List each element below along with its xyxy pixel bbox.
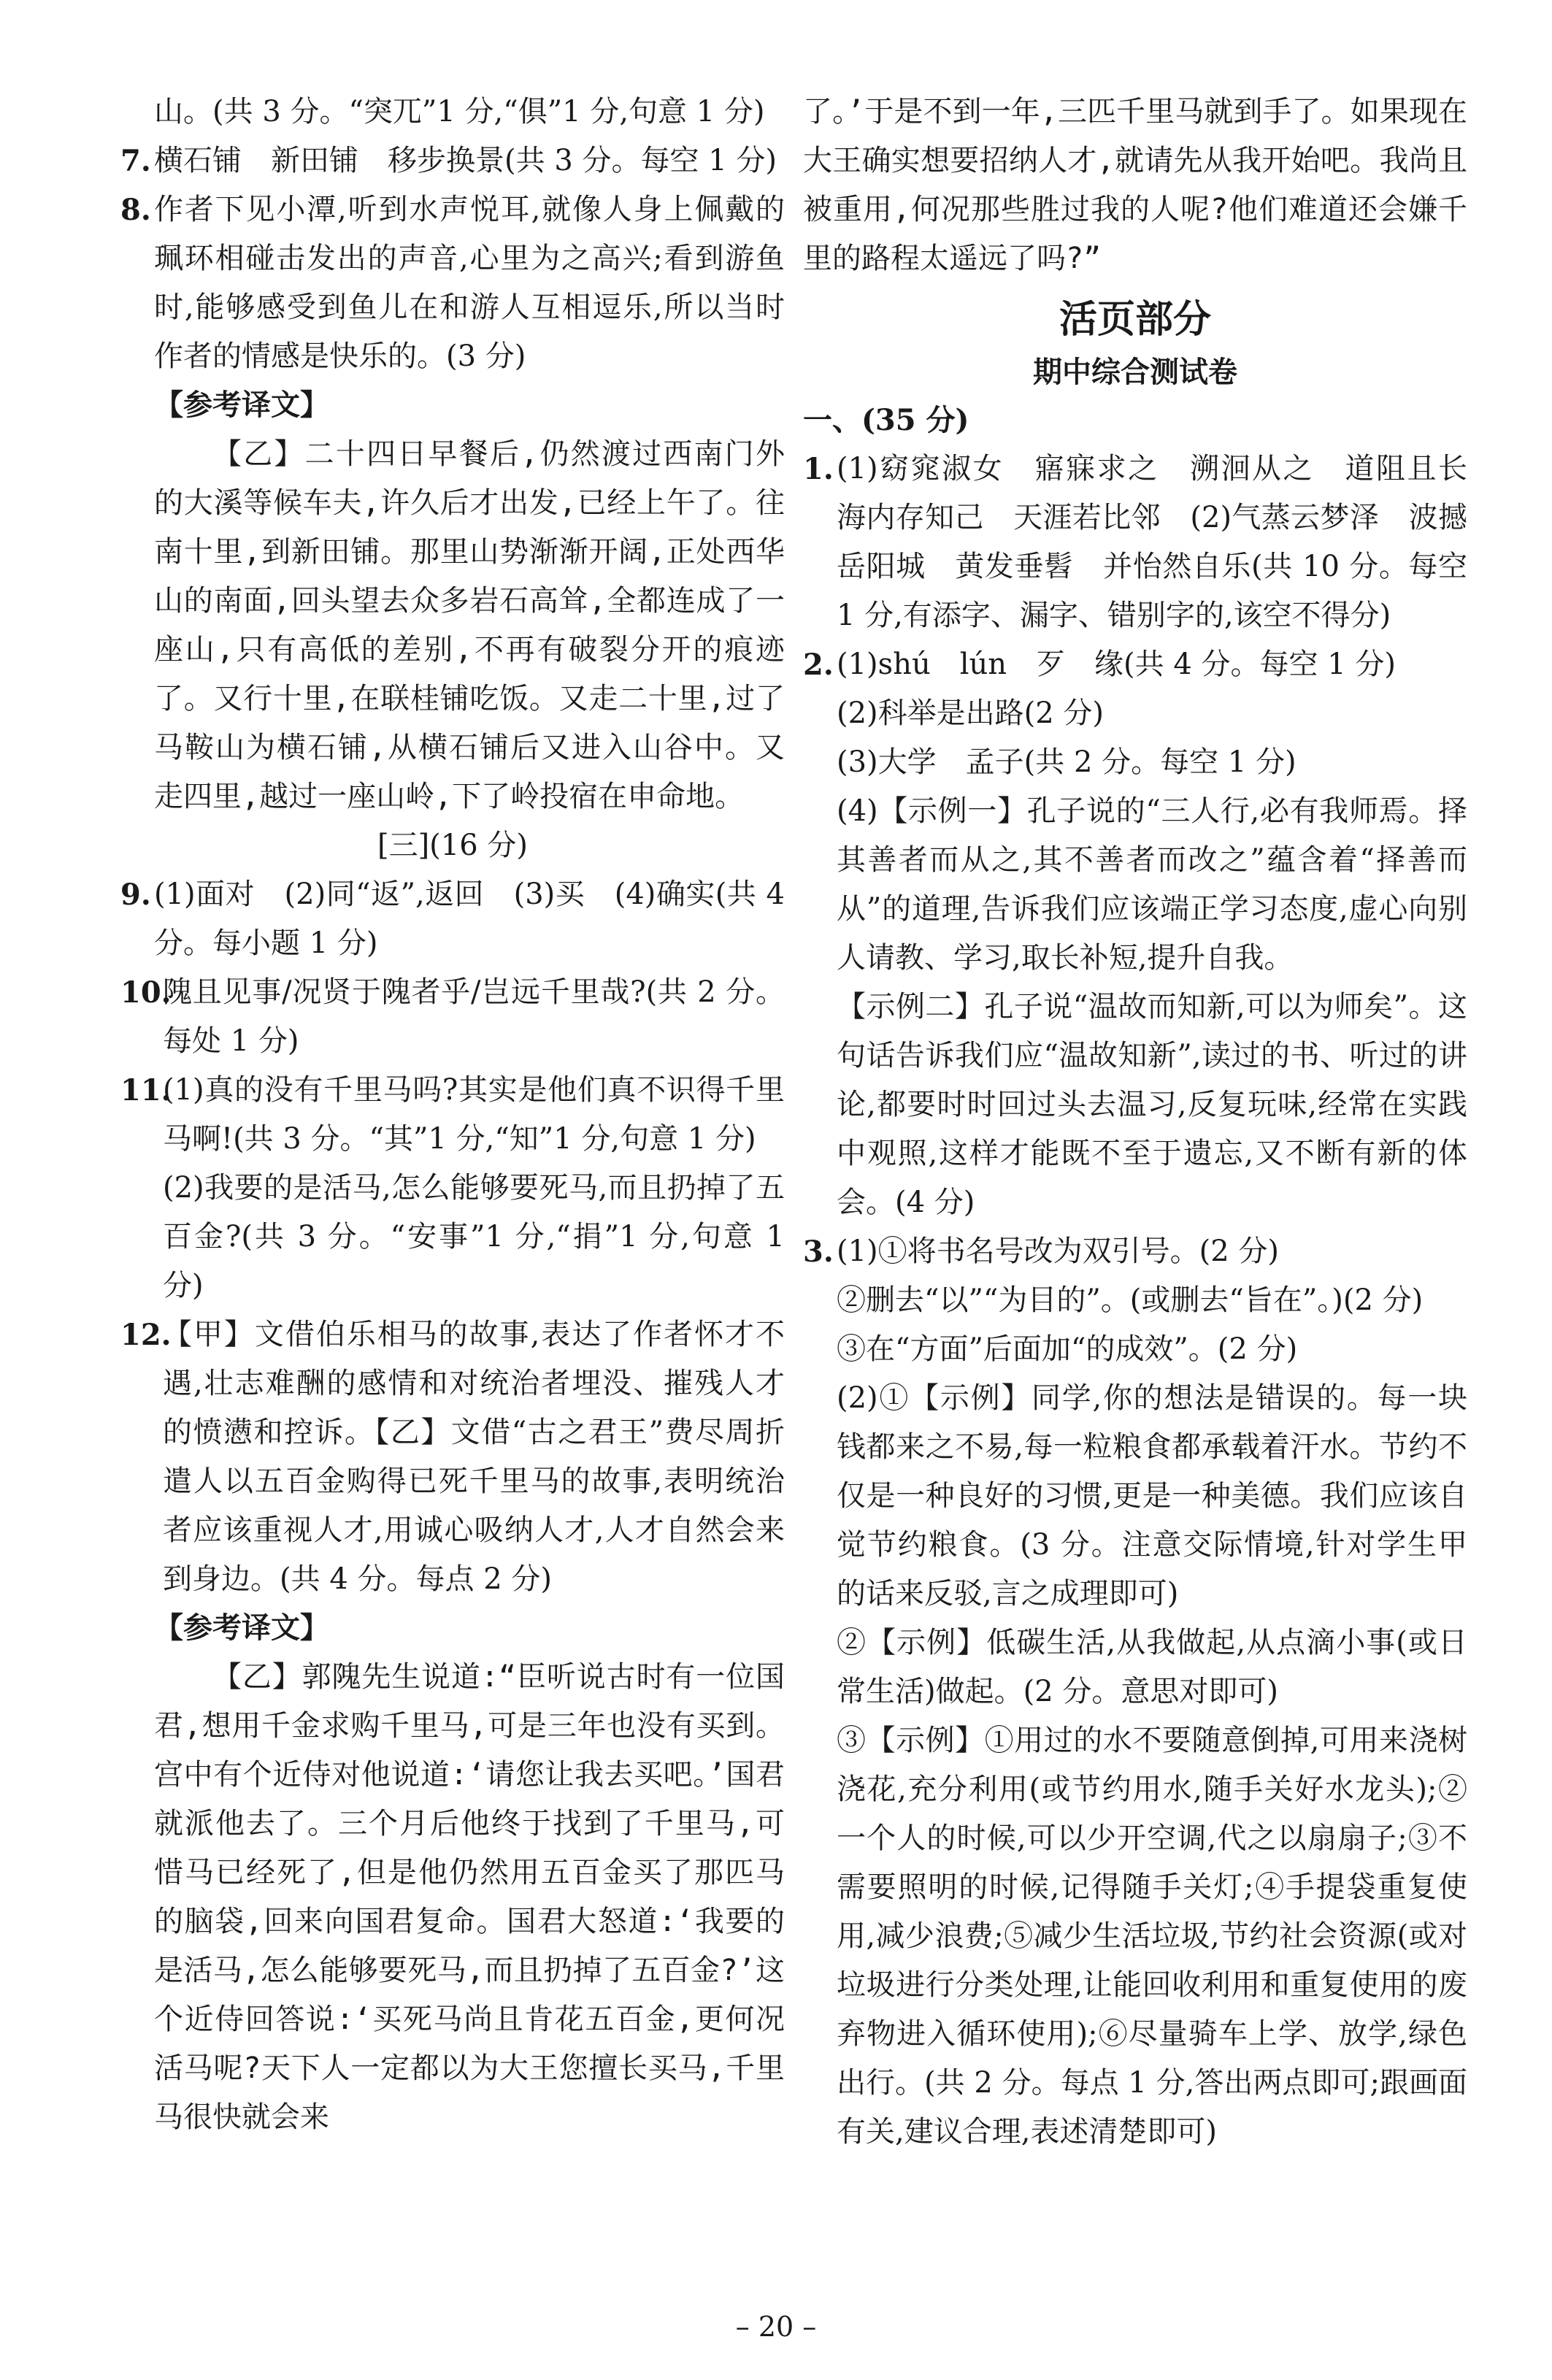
question-number: 2. (803, 648, 834, 682)
question-number: 3. (803, 1235, 834, 1269)
answer-text: (1)shú lún 歹 缘(共 4 分。每空 1 分) (837, 648, 1396, 681)
question-number: 10. (120, 975, 172, 1010)
reference-translation-text: 【乙】郭隗先生说道:“臣听说古时有一位国君,想用千金求购千里马,可是三年也没有买到。宫中有个近侍对他说道:‘请您让我去买吧。’国君就派他去了。三个月后他终于找到了千里马,可惜马已经死了,但是他仍然用五百金买了那匹马的脑袋,回来向国君复命。国君大怒道:‘我要的是活马,怎么能够要死马,而且扔掉了五百金?’这个近侍回答说:‘买死马尚且肯花五百金,更何况活马呢?天下人一定都以为大王您擅长买马,千里马很快就会来 (154, 1660, 785, 2134)
answer-text: (1)窈窕淑女 寤寐求之 溯洄从之 道阻且长 海内存知己 天涯若比邻 (2)气蒸云梦泽 波撼岳阳城 黄发垂髫 并怡然自乐(共 10 分。每空 1 分,有添字、漏字、错别字的,该空不得分) (837, 452, 1497, 632)
part-heading: 一、(35 分) (803, 403, 969, 437)
question-2 (803, 640, 1467, 1227)
answer-text: (1)面对 (2)同“返”,返回 (3)买 (4)确实(共 4 分。每小题 1 分) (154, 878, 785, 960)
answer-body (837, 640, 1467, 1227)
left-column (120, 88, 785, 2142)
answer-text: 横石铺 新田铺 移步换景(共 3 分。每空 1 分) (154, 144, 777, 177)
answer-text: (3)大学 孟子(共 2 分。每空 1 分) (837, 745, 1296, 779)
answer-text: (4)【示例一】孔子说的“三人行,必有我师焉。择其善者而从之,其不善者而改之”蕴含着“择善而从”的道理,告诉我们应该端正学习态度,虚心向别人请教、学习,取长补短,提升自我。 (837, 794, 1467, 975)
question-7 (120, 137, 785, 185)
answer-text: 作者下见小潭,听到水声悦耳,就像人身上佩戴的珮环相碰击发出的声音,心里为之高兴;看到游鱼时,能够感受到鱼儿在和游人互相逗乐,所以当时作者的情感是快乐的。(3 分) (154, 193, 785, 373)
answer-text: ②【示例】低碳生活,从我做起,从点滴小事(或日常生活)做起。(2 分。意思对即可) (837, 1626, 1467, 1708)
question-3 (803, 1227, 1467, 2157)
question-number: 8. (120, 193, 151, 227)
answer-text: 【甲】文借伯乐相马的故事,表达了作者怀才不遇,壮志难酬的感情和对统治者埋没、摧残人才的愤懑和控诉。【乙】文借“古之君王”费尽周折遣人以五百金购得已死千里马的故事,表明统治者应该重视人才,用诚心吸纳人才,人才自然会来到身边。(共 4 分。每点 2 分) (163, 1318, 785, 1596)
reference-translation-heading: 【参考译文】 (154, 388, 329, 422)
answer-text: ③【示例】①用过的水不要随意倒掉,可用来浇树浇花,充分利用(或节约用水,随手关好水龙头);②一个人的时候,可以少开空调,代之以扇扇子;③不需要照明的时候,记得随手关灯;④手提袋重复使用,减少浪费;⑤减少生活垃圾,节约社会资源(或对垃圾进行分类处理,让能回收利用和重复使用的废弃物进入循环使用);⑥尽量骑车上学、放学,绿色出行。(共 2 分。每点 1 分,答出两点即可;跟画面有关,建议合理,表述清楚即可) (837, 1724, 1467, 2149)
question-12 (120, 1310, 785, 1604)
reference-translation-heading: 【参考译文】 (154, 1611, 329, 1645)
question-number: 11. (120, 1073, 172, 1108)
question-number: 12. (120, 1318, 172, 1352)
answer-line: 山。(共 3 分。“突兀”1 分,“俱”1 分,句意 1 分) (154, 95, 765, 128)
reference-translation-text: 【乙】二十四日早餐后,仍然渡过西南门外的大溪等候车夫,许久后才出发,已经上午了。往南十里,到新田铺。那里山势渐渐开阔,正处西华山的南面,回头望去众多岩石高耸,全都连成了一座山,只有高低的差别,不再有破裂分开的痕迹了。又行十里,在联桂铺吃饭。又走二十里,过了马鞍山为横石铺,从横石铺后又进入山谷中。又走四里,越过一座山岭,下了岭投宿在申命地。 (154, 437, 785, 813)
answer-body (837, 1227, 1467, 2157)
answer-text: (1)①将书名号改为双引号。(2 分) (837, 1235, 1280, 1268)
answer-text: ③在“方面”后面加“的成效”。(2 分) (837, 1332, 1298, 1366)
question-number: 7. (120, 144, 151, 178)
answer-text: ②删去“以”“为目的”。(或删去“旨在”。)(2 分) (837, 1283, 1424, 1317)
answer-text: (2)科举是出路(2 分) (837, 696, 1105, 730)
answer-text: 隗且见事/况贤于隗者乎/岂远千里哉?(共 2 分。每处 1 分) (163, 975, 785, 1058)
page-number: – 20 – (735, 2311, 817, 2343)
section-heading: [三](16 分) (377, 829, 529, 862)
question-number: 1. (803, 452, 834, 486)
answer-body (163, 1066, 785, 1310)
answer-text: (1)真的没有千里马吗?其实是他们真不识得千里马啊!(共 3 分。“其”1 分,“知”1 分,句意 1 分) (163, 1073, 785, 1156)
section-title: 活页部分 (1059, 298, 1211, 342)
question-9 (120, 870, 785, 968)
question-11 (120, 1066, 785, 1310)
answer-text: (2)我要的是活马,怎么能够要死马,而且扔掉了五百金?(共 3 分。“安事”1 分,“捐”1 分,句意 1 分) (163, 1171, 785, 1302)
question-1 (803, 445, 1497, 640)
test-title: 期中综合测试卷 (1033, 355, 1237, 389)
right-column (803, 88, 1497, 2157)
answer-text: (2)①【示例】同学,你的想法是错误的。每一块钱都来之不易,每一粒粮食都承载着汗水。节约不仅是一种良好的习惯,更是一种美德。我们应该自觉节约粮食。(3 分。注意交际情境,针对学生甲的话来反驳,言之成理即可) (837, 1381, 1467, 1611)
question-number: 9. (120, 878, 151, 912)
question-10 (120, 968, 785, 1066)
answer-text: 【示例二】孔子说“温故而知新,可以为师矣”。这句话告诉我们应“温故知新”,读过的书、听过的讲论,都要时时回过头去温习,反复玩味,经常在实践中观照,这样才能既不至于遗忘,又不断有新的体会。(4 分) (837, 990, 1467, 1219)
question-8 (120, 185, 785, 381)
reference-translation-continued: 了。’于是不到一年,三匹千里马就到手了。如果现在大王确实想要招纳人才,就请先从我开始吧。我尚且被重用,何况那些胜过我的人呢?他们难道还会嫌千里的路程太遥远了吗?” (803, 95, 1467, 275)
